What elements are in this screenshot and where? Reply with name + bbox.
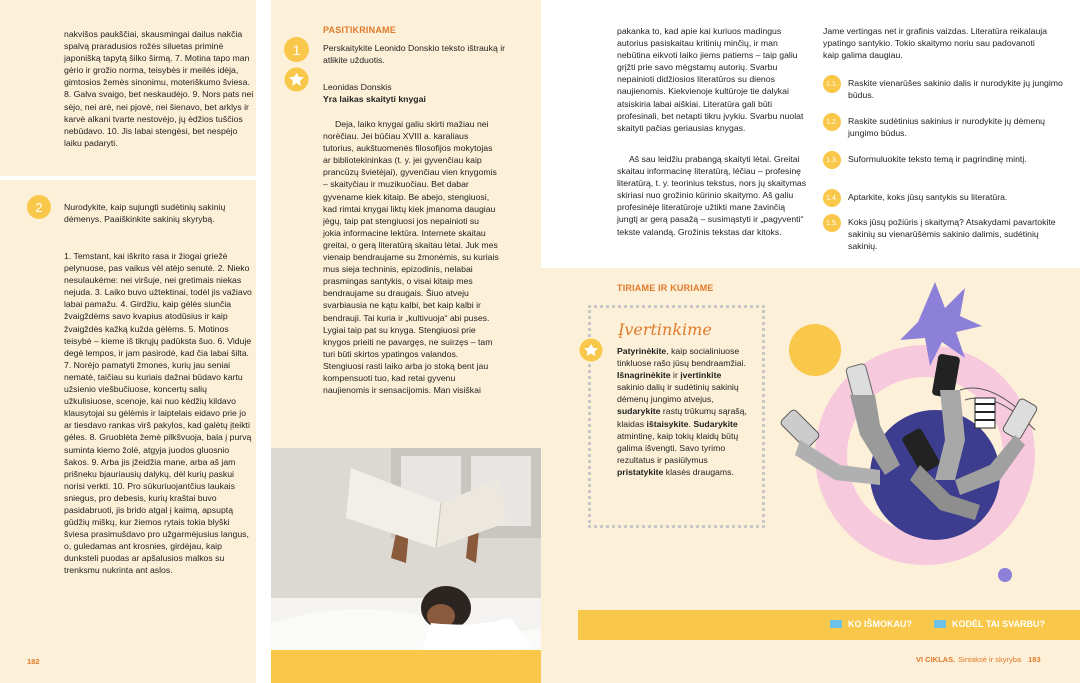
task-1-1-badge: 1.1.	[823, 75, 841, 93]
reading-gear-icon	[283, 66, 310, 93]
right-footer	[916, 655, 1041, 664]
task-1-number: 1	[292, 41, 301, 58]
left-page-divider	[0, 176, 256, 180]
social-media-collage	[760, 270, 1080, 630]
task-1-badge	[284, 37, 309, 62]
task-1-4	[823, 191, 1063, 207]
task-1-5	[823, 216, 1063, 252]
iv-part-3: ir	[670, 370, 681, 381]
task-1-4-badge: 1.4.	[823, 189, 841, 207]
task-1-1-text: Raskite vienarūšes sakinio dalis ir nurodykite jų jungimo būdus.	[848, 78, 1063, 100]
iv-part-4: įvertinkite	[680, 370, 722, 381]
blue-square-icon	[934, 620, 946, 628]
left-top-text: nakvišos paukščiai, skausmingai dailus nakčia spalvą praradusios rožės siluetas priminė japonišką tapytą šilko širmą. 7. Motina tapo man gėrio ir grožio norma, teisybės ir meilės idėja, gimtosios žemės sinonimu, moteriškumo šviesa. 8. Galva svaigo, bet neskaudėjo. 9. Nors pats nei sėjo, nei arė, nei pjovė, nei šienavo, bet arklys ir karvė alkani tvarte nestovėjo, jų ėdžios tuščios nebūdavo. 10. Jis labai stengėsi, bet nespėjo laiku padaryti.	[64, 29, 254, 148]
iv-part-2: Išnagrinėkite	[617, 370, 671, 381]
reading-photo	[271, 448, 541, 683]
right-col1-paragraph2: Aš sau leidžiu prabangą skaityti lėtai. Greitai skaitau informacinę literatūrą, lėčiau – profesinę literatūrą, t. y. teorinius tekstus, nors jų skaitymas skiriasi nuo grožinio kūrinio skaitymo. Aš galiu profesinėje literatūroje užtikti mane žavinčią jungtį ar gerą pasažą – susimąstyti ir „pagyventi“ tekste valandą. Grožinis tekstas dar kitoks.	[617, 154, 807, 237]
task-2-badge	[27, 195, 51, 219]
middle-bottom-strip	[271, 650, 541, 683]
task-2-instruction: Nurodykite, kaip sujungti sudėtinių sakinių dėmenys. Paaiškinkite sakinių skyrybą.	[64, 202, 226, 225]
iv-part-11: atmintinę, kaip tokių klaidų būtų galima išvengti. Savo tyrimo rezultatus ir pasiūlymus	[617, 430, 739, 465]
task-2-number: 2	[35, 199, 43, 215]
task-1-3-badge: 1.3.	[823, 151, 841, 169]
iv-part-1: , kaip socialiniuose tinkluose rašo jūsų bendraamžiai.	[617, 346, 746, 369]
right-page-number: 183	[1028, 655, 1041, 664]
iv-part-13: klasės draugams.	[663, 466, 734, 477]
ivertinkime-gear-icon	[578, 337, 604, 363]
iv-part-10: Sudarykite	[693, 418, 738, 429]
ivertinkime-title: Įvertinkime	[618, 320, 712, 339]
task-1-1	[823, 77, 1063, 101]
task-1-2-badge: 1.2.	[823, 113, 841, 131]
iv-part-9: .	[688, 418, 694, 429]
left-page-number: 182	[27, 657, 40, 666]
blue-square-icon	[830, 620, 842, 628]
ko-ismokau-link[interactable]	[830, 619, 912, 629]
task-1-2	[823, 115, 1063, 139]
task-1-3-text: Suformuluokite teksto temą ir pagrindinę mintį.	[848, 154, 1027, 164]
text-author: Leonidas Donskis	[323, 82, 392, 92]
task-1-5-text: Koks jūsų požiūris į skaitymą? Atsakydami pavartokite sakinių su vienarūšėmis sakinio dalimis, sudėtinių sakinių.	[848, 217, 1056, 251]
kodel-tai-svarbu-label: KODĖL TAI SVARBU?	[952, 619, 1046, 629]
task-1-2-text: Raskite sudėtinius sakinius ir nurodykite jų dėmenų jungimo būdus.	[848, 116, 1046, 138]
iv-part-12: pristatykite	[617, 466, 664, 477]
task-1-instruction: Perskaitykite Leonido Donskio teksto ištrauką ir atlikite užduotis.	[323, 43, 506, 66]
footer-chapter: VI CIKLAS.	[916, 655, 956, 664]
iv-part-5: sakinio dalių ir sudėtinių sakinių dėmenų jungimo atvejus,	[617, 382, 739, 405]
footer-topic: Sintaksė ir skyryba	[958, 655, 1022, 664]
task-1-4-text: Aptarkite, koks jūsų santykis su literatūra.	[848, 192, 1008, 202]
text-title: Yra laikas skaityti knygai	[323, 94, 426, 104]
iv-part-6: sudarykite	[617, 406, 661, 417]
section-title-tiriame: TIRIAME IR KURIAME	[617, 283, 714, 293]
iv-part-0: Patyrinėkite	[617, 346, 667, 356]
task-1-5-badge: 1.5.	[823, 214, 841, 232]
iv-part-8: ištaisykite	[646, 418, 689, 429]
section-title-pasitikriname: PASITIKRINAME	[323, 25, 396, 35]
iv-part-7: rastų trūkumų sąrašą, klaidas	[617, 406, 747, 429]
right-col2-paragraph: Jame vertingas net ir grafinis vaizdas. Literatūra reikalauja ypatingo santykio. Tokio skaitymo noriu sau padovanoti kaip galima daugiau.	[823, 26, 1048, 61]
excerpt-body-part1: Deja, laiko knygai galiu skirti mažiau nei norėčiau. Jei būčiau XVIII a. karaliaus tutorius, aukštuomenės filosofijos mokytojas ar bibliotekininkas (t. y. jei gyvenčiau kaip prancūzų švietėjai), gyvenčiau vien knygomis – skaityčiau ir muzikuočiau. Bet dabar gyvename kiek kitaip. Be abejo, stengiuosi, kad rimtai knygai liktų kiek įmanoma daugiau jėgų, taip pat stengiuosi jos nepainioti su jokia informacine lektūra. Internete skaitau greitai, o gerą literatūrą skaitau lėtai. Juk mes vienaip bendraujame su žmonėmis, su kuriais mus sieja techninis, epizodinis, nelabai prasmingas santykis, o visai kitaip mes bendraujame su draugais. Šiuo atveju svarbiausia ne kątu kalbi, bet kaip kalbi ir bendrauji. Tai kuria ir „kultivuoja“ abi puses. Lygiai taip pat su knyga. Stengiuosi prie knygos prieiti ne pavargęs, ne suirzęs – tam turi būti skirtos ypatingos valandos. Stengiuosi rasti laiko arba jo stoką bent jau kompensuoti tuo, kad retai gyvenu naujienomis ir sensacijomis. Man visiškai	[323, 119, 499, 396]
ivertinkime-text	[617, 345, 747, 478]
task-1-3	[823, 153, 1063, 169]
task-2-sentences: 1. Temstant, kai iškrito rasa ir žiogai griežė pelynuose, pas vaikus vėl atėjo senutė. 2. Nieko nesulaukėme: nei viršuje, nei gretimais niekas nejuda. 3. Laiko buvo užtektinai, todėl jis važiavo labai pamažu. 4. Girdžiu, kaip gėlės siunčia žvaigždėms savo kvapius atodūsius ir kaip žvaigždės kažką kužda gėlėms. 5. Motinos teisybė – kieme iš tikrųjų padūksta šuo. 6. Viduje degė lempos, ir jam pasirodė, kad čia labai šilta. 7. Norėjo pamatyti žmones, kurių jau seniai nematė, taičiau su kuriais dažnai būdavo kartu užsienio viešbučiuose, koncertų salių užkulisiuose, scenoje, kai nuo kėdžių kildavo klausytojai su gėlėmis ir laiptelais eidavo prie jo ar tiesdavo rankas virš pakylos, kad galėtų įteikti gėles. 8. Gruoblėta žemė pilkšvuoja, bala į purvą suminta kiemo žolė, atgyja juodos gluosnio šakos. 9. Arba jis įžeidžia mane, arba aš jam prišneku bjauriausių dalykų, dėl kurių paskui norisi verkti. 10. Pro sūkuriuojantčius laukais sniegus, pro debesis, kurių kraštai buvo pasidabruoti, jis brido atgal į kaimą, apsuptą gūdžių miškų, kur žiemos rytais tokia blyški šviesa prasimušdavo pro užgarmėjusius langus, o, guledamas ant krosnies, girdėjau, kaip dunksteli puodas ar apšalusios malkos su trenksmu nukrinta ant aslos.	[64, 251, 252, 576]
ko-ismokau-label: KO IŠMOKAU?	[848, 619, 912, 629]
right-col1-paragraph1: pakanka to, kad apie kai kuriuos madingus autorius pasiskaitau kritinių minčių, ir man nebūtina eikvoti laiko jiems patiems – taip galiu grįžti prie savo mėgstamų autorių. Svarbu nepainioti didžiosios literatūros su dienos naujienomis. Kiekvienoje kultūroje tie dalykai atsiskiria labai aiškiai. Literatūra gali būti profesinali, bet netapti tikru jvykiu. Svarbu nuolat skaityti pačias geriausias knygas.	[617, 26, 804, 133]
kodel-tai-svarbu-link[interactable]	[934, 619, 1045, 629]
